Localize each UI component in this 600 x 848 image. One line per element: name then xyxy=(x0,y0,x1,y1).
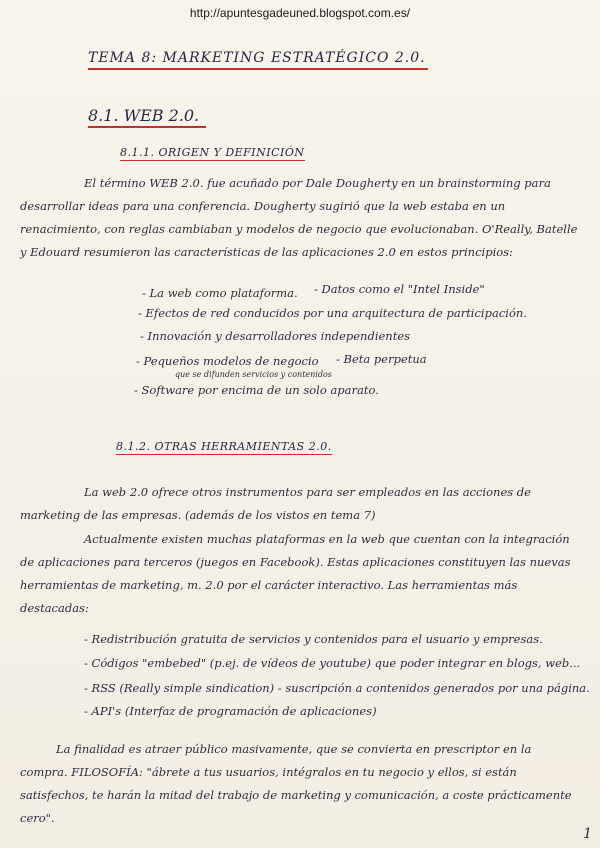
philosophy-paragraph: La finalidad es atraer público masivamente, que se convierta en prescriptor en la compra. FILOSOFÍA: "ábrete a tus usuarios, intégralos en tu negocio y ellos, si están satisfechos, te harán la mitad del trabajo de marketing y comunicación, a coste prácticamente cero". xyxy=(20,742,572,825)
tools-intro-paragraph: La web 2.0 ofrece otros instrumentos para ser empleados en las acciones de marketing de las empresas. (además de los vistos en tema 7) xyxy=(20,485,531,522)
principle-item: - Beta perpetua xyxy=(336,352,427,366)
tool-item: - RSS (Really simple sindication) - suscripción a contenidos generados por una página. xyxy=(84,681,590,695)
subsection-heading-tools: 8.1.2. OTRAS HERRAMIENTAS 2.0. xyxy=(116,440,332,453)
source-url: http://apuntesgadeuned.blogspot.com.es/ xyxy=(189,6,411,20)
tool-item: - API's (Interfaz de programación de aplicaciones) xyxy=(84,704,377,718)
principle-item: - Software por encima de un solo aparato. xyxy=(134,383,379,397)
intro-paragraph: El término WEB 2.0. fue acuñado por Dale Dougherty en un brainstorming para desarrollar ideas para una conferencia. Dougherty sugirió que la web estaba en un renacimiento, con reglas cambiaban y modelos de negocio que evolucionaban. O'Really, Batelle y Edouard resumieron las características de las aplicaciones 2.0 en estos principios: xyxy=(20,176,578,259)
tool-item: - Redistribución gratuita de servicios y contenidos para el usuario y empresas. xyxy=(84,632,543,646)
principle-item: - Datos como el "Intel Inside" xyxy=(314,282,485,296)
principle-item: - Pequeños modelos de negocio xyxy=(136,354,319,368)
subsection-heading-origin: 8.1.1. ORIGEN Y DEFINICIÓN xyxy=(120,146,305,159)
principle-item: - Innovación y desarrolladores independientes xyxy=(140,329,411,343)
section-heading: 8.1. WEB 2.0. xyxy=(88,106,206,128)
principle-item: - La web como plataforma. xyxy=(142,286,298,300)
principle-item: - Efectos de red conducidos por una arquitectura de participación. xyxy=(138,306,527,320)
platforms-paragraph: Actualmente existen muchas plataformas en la web que cuentan con la integración de aplicaciones para terceros (juegos en Facebook). Estas aplicaciones constituyen las nuevas herramientas de marketing, m. 2.0 por el carácter interactivo. Las herramientas más destacadas: xyxy=(20,532,571,615)
page-title: TEMA 8: MARKETING ESTRATÉGICO 2.0. xyxy=(88,50,428,70)
page-number: 1 xyxy=(583,826,592,842)
tool-item: - Códigos "embebed" (p.ej. de vídeos de youtube) que poder integrar en blogs, web... xyxy=(84,656,581,670)
principle-note: que se difunden servicios y contenidos xyxy=(175,370,332,379)
